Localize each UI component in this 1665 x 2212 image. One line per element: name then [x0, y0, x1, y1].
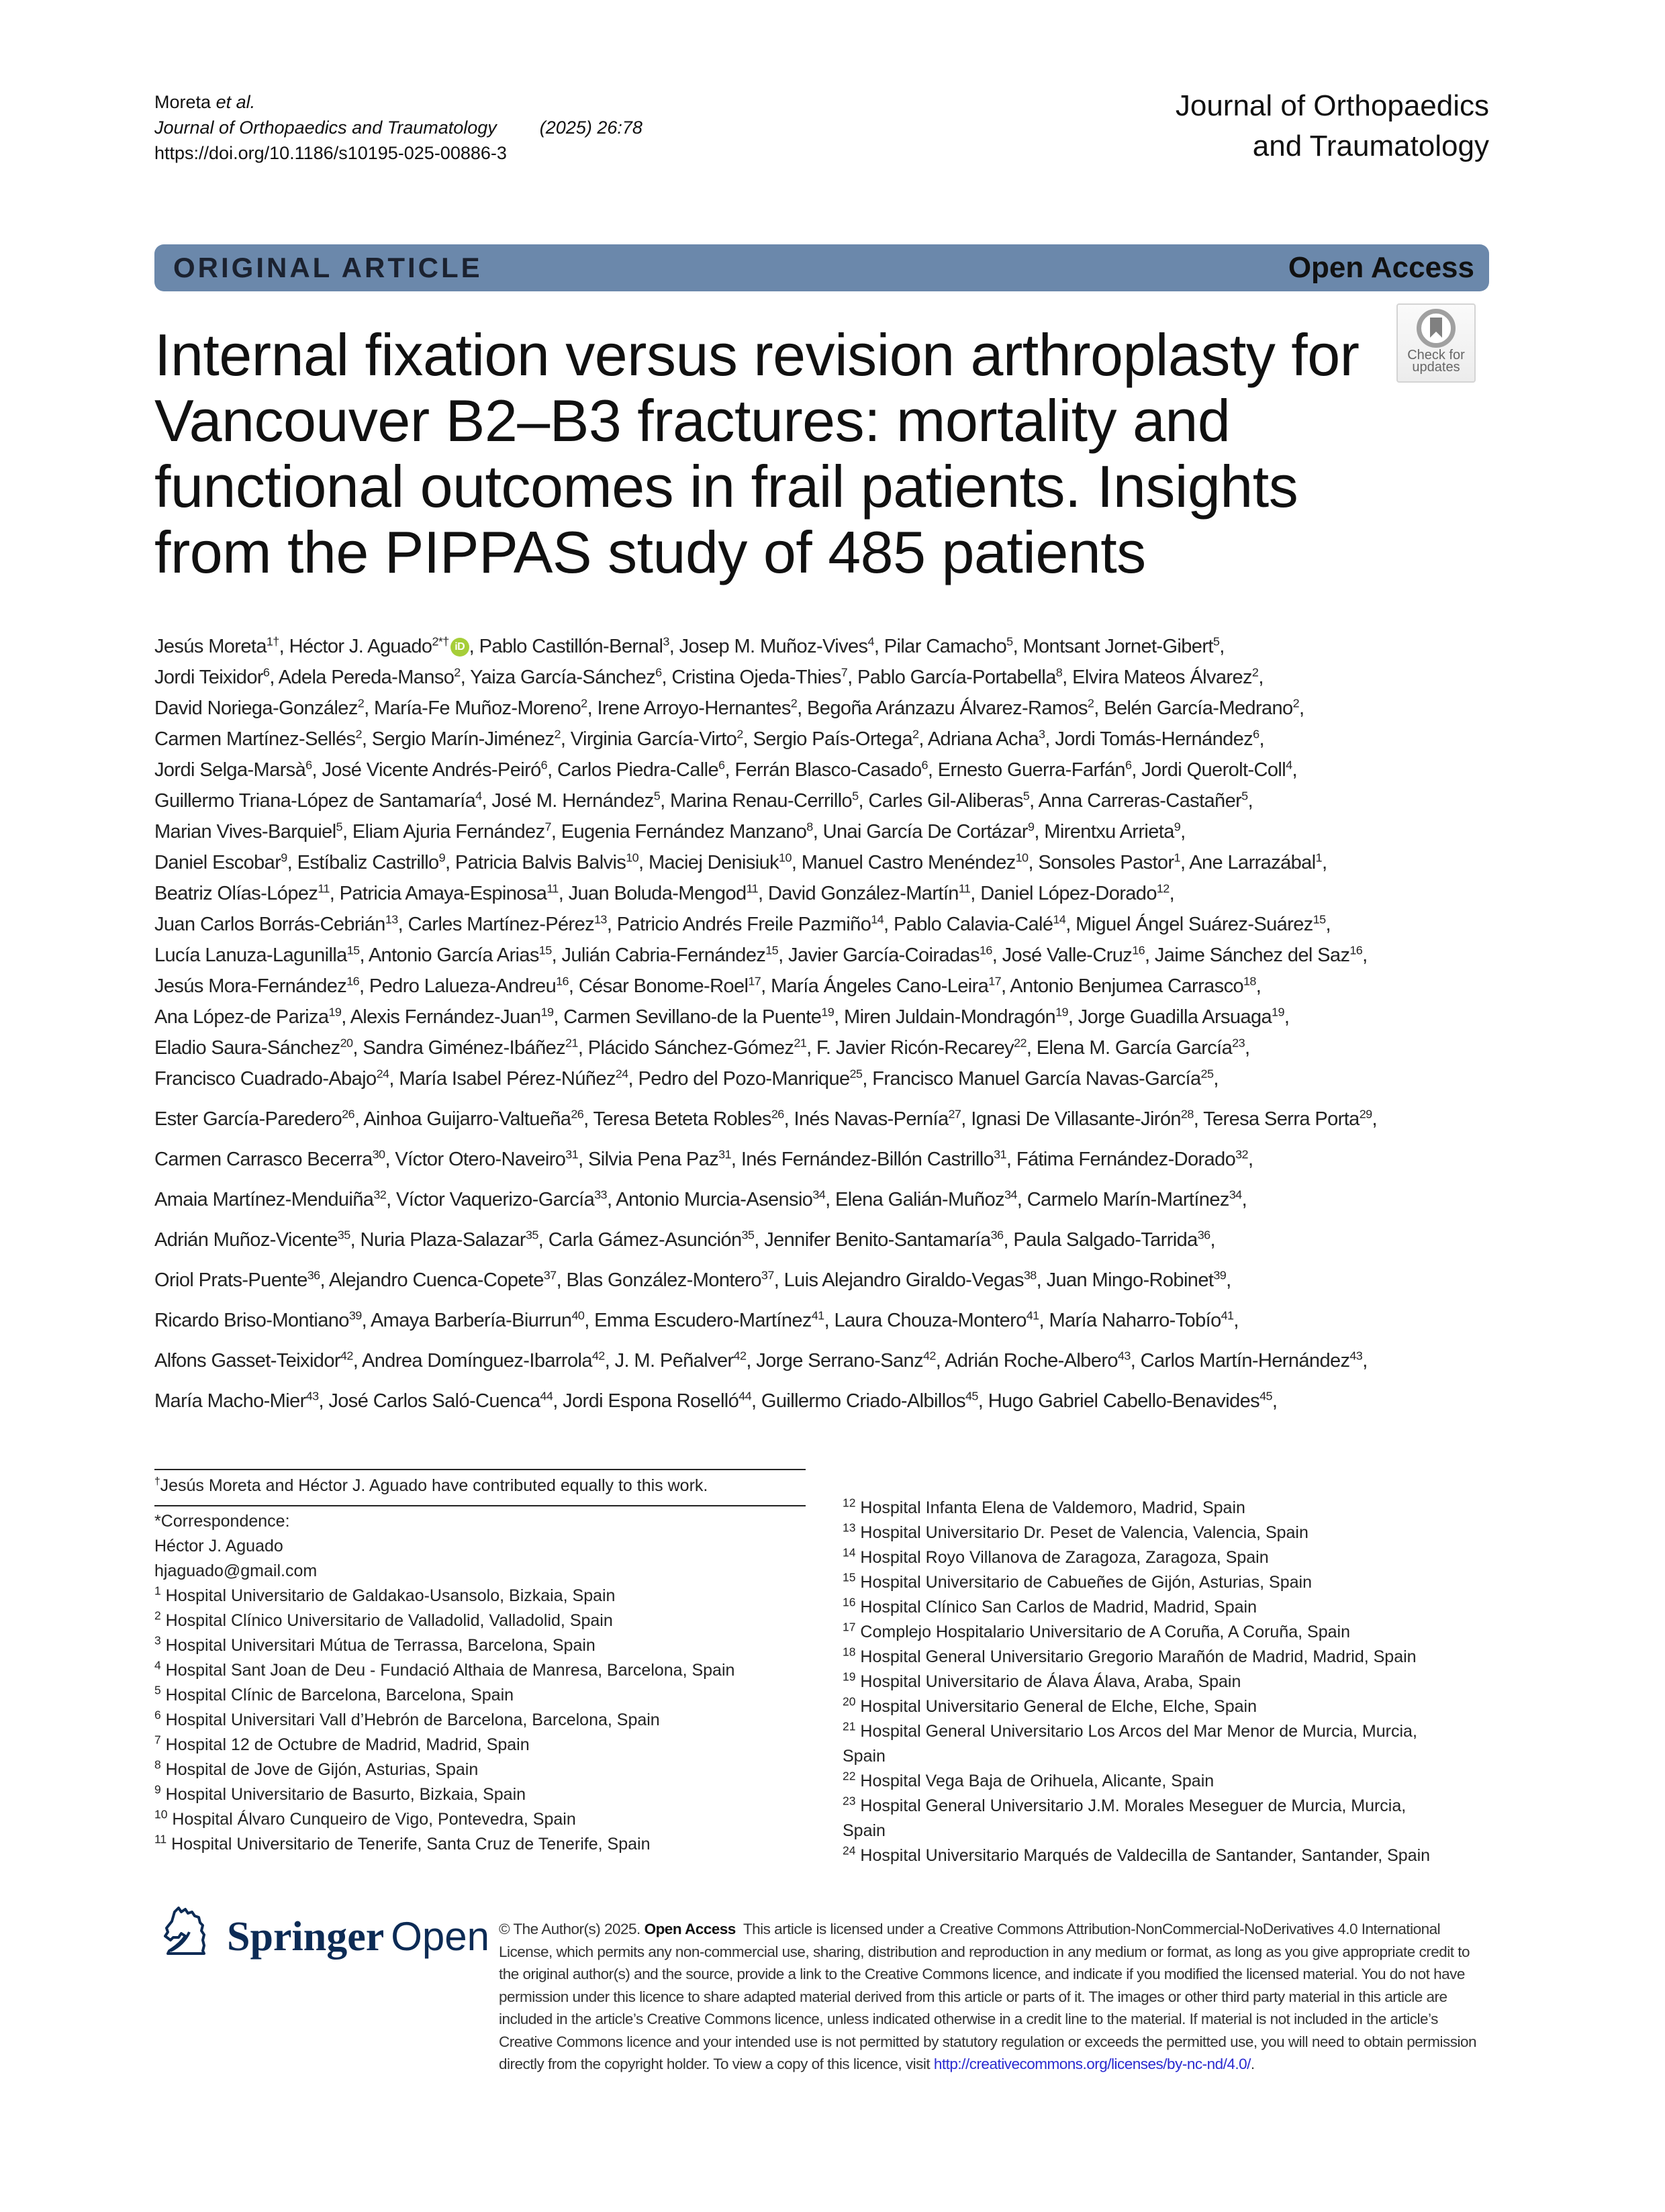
author-line: Jesús Mora-Fernández$^{16}$, Pedro Lalueza-Andreu$^{16}$, César Bonome-Roel$^{17}$, María Ángeles Cano-Leira$^{17}$, Antonio Benjumea Carrasco$^{18}$,	[154, 974, 1262, 997]
affiliation-item: $^2$ Hospital Clínico Universitario de Valladolid, Valladolid, Spain	[154, 1608, 613, 1630]
author-line: Guillermo Triana-López de Santamaría$^4$, José M. Hernández$^5$, Marina Renau-Cerrillo$^5$, Carles Gil-Aliberas$^5$, Anna Carreras-Castañer$^5$,	[154, 789, 1253, 812]
article-title: Internal fixation versus revision arthroplasty for Vancouver B2–B3 fractures: mortality and functional outcomes in frail patients. Insights from the PIPPAS study of 485 patients	[154, 322, 1360, 585]
crossmark-icon	[1417, 309, 1456, 348]
author-line: Daniel Escobar$^9$, Estíbaliz Castrillo$^9$, Patricia Balvis Balvis$^{10}$, Maciej Denisiuk$^{10}$, Manuel Castro Menéndez$^{10}$, Sonsoles Pastor$^1$, Ane Larrazábal$^1$,	[154, 851, 1327, 873]
author-line: Beatriz Olías-López$^{11}$, Patricia Amaya-Espinosa$^{11}$, Juan Boluda-Mengod$^{11}$, David González-Martín$^{11}$, Daniel López-Dorado$^{12}$,	[154, 881, 1175, 904]
running-author: Moreta et al.	[154, 92, 256, 112]
affiliation-item: $^{10}$ Hospital Álvaro Cunqueiro de Vigo, Pontevedra, Spain	[154, 1807, 576, 1829]
running-head	[154, 89, 643, 166]
author-line: Juan Carlos Borrás-Cebrián$^{13}$, Carles Martínez-Pérez$^{13}$, Patricio Andrés Freile Pazmiño$^{14}$, Pablo Calavia-Calé$^{14}$, Miguel Ángel Suárez-Suárez$^{15}$,	[154, 912, 1331, 935]
affiliation-item: $^{23}$ Hospital General Universitario J.M. Morales Meseguer de Murcia, Murcia, Spain	[843, 1794, 1407, 1840]
affiliation-item: $^{24}$ Hospital Universitario Marqués de Valdecilla de Santander, Santander, Spain	[843, 1843, 1431, 1865]
springer-open-logo	[161, 1907, 489, 1958]
affiliation-item: $^1$ Hospital Universitario de Galdakao-Usansolo, Bizkaia, Spain	[154, 1584, 616, 1605]
author-line: Ester García-Paredero$^{26}$, Ainhoa Guijarro-Valtueña$^{26}$, Teresa Beteta Robles$^{26}$, Inés Navas-Pernía$^{27}$, Ignasi De Villasante-Jirón$^{28}$, Teresa Serra Porta$^{29}$,	[154, 1107, 1377, 1130]
correspondence-email[interactable]: hjaguado@gmail.com	[154, 1561, 318, 1580]
license-text: © The Author(s) 2025. Open Access This article is licensed under a Creative Commons Attribution-NonCommercial-NoDerivatives 4.0 International License, which permits any non-commercial use, sharing, distribution and reproduction in any medium or format, as long as you give appropriate credit to the original author(s) and the source, provide a link to the Creative Commons licence, and indicate if you modified the licensed material. You do not have permission under this licence to share adapted material derived from this article or parts of it. The images or other third party material in this article are included in the article’s Creative Commons licence, unless indicated otherwise in a credit line to the material. If material is not included in the article’s Creative Commons licence and your intended use is not permitted by statutory regulation or exceeds the permitted use, you will need to obtain permission directly from the copyright holder. To view a copy of this licence, visit http://creativecommons.org/licenses/by-nc-nd/4.0/.	[499, 1921, 1477, 2072]
affiliation-item: $^6$ Hospital Universitari Vall d’Hebrón de Barcelona, Barcelona, Spain	[154, 1708, 660, 1729]
affiliation-item: $^3$ Hospital Universitari Mútua de Terrassa, Barcelona, Spain	[154, 1633, 596, 1655]
author-list	[154, 631, 1490, 1416]
author-line: Marian Vives-Barquiel$^5$, Eliam Ajuria Fernández$^7$, Eugenia Fernández Manzano$^8$, Unai García De Cortázar$^9$, Mirentxu Arrieta$^9$,	[154, 820, 1186, 843]
check-for-updates-button[interactable]	[1396, 303, 1476, 383]
footnotes-left	[154, 1469, 806, 1857]
affiliation-item: $^7$ Hospital 12 de Octubre de Madrid, Madrid, Spain	[154, 1733, 530, 1754]
affiliations-right	[843, 1469, 1447, 1868]
affiliations-left	[154, 1584, 806, 1857]
affiliation-item: $^8$ Hospital de Jove de Gijón, Asturias, Spain	[154, 1758, 479, 1779]
author-line: David Noriega-González$^2$, María-Fe Muñoz-Moreno$^2$, Irene Arroyo-Hernantes$^2$, Begoña Aránzazu Álvarez-Ramos$^2$, Belén García-Medrano$^2$,	[154, 696, 1304, 719]
affiliation-item: $^{18}$ Hospital General Universitario Gregorio Marañón de Madrid, Madrid, Spain	[843, 1645, 1417, 1666]
crossmark-label: Check for updates	[1407, 348, 1465, 375]
license-link[interactable]: http://creativecommons.org/licenses/by-nc-nd/4.0/	[933, 2056, 1251, 2072]
article-type-banner	[154, 244, 1489, 291]
author-line: Ana López-de Pariza$^{19}$, Alexis Fernández-Juan$^{19}$, Carmen Sevillano-de la Puente$^{19}$, Miren Juldain-Mondragón$^{19}$, Jorge Guadilla Arsuaga$^{19}$,	[154, 1005, 1290, 1028]
affiliation-item: $^{11}$ Hospital Universitario de Tenerife, Santa Cruz de Tenerife, Spain	[154, 1832, 651, 1854]
article-type-label: ORIGINAL ARTICLE	[173, 252, 483, 283]
correspondence-block	[154, 1506, 806, 1857]
affiliation-item: $^9$ Hospital Universitario de Basurto, Bizkaia, Spain	[154, 1782, 526, 1804]
affiliation-item: $^{13}$ Hospital Universitario Dr. Peset de Valencia, Valencia, Spain	[843, 1521, 1309, 1542]
author-line: Ricardo Briso-Montiano$^{39}$, Amaya Barbería-Biurrun$^{40}$, Emma Escudero-Martínez$^{41}$, Laura Chouza-Montero$^{41}$, María Naharro-Tobío$^{41}$,	[154, 1308, 1239, 1331]
author-line: Carmen Martínez-Sellés$^2$, Sergio Marín-Jiménez$^2$, Virginia García-Virto$^2$, Sergio País-Ortega$^2$, Adriana Acha$^3$, Jordi Tomás-Hernández$^6$,	[154, 727, 1264, 750]
publisher-name: Springer Open	[227, 1914, 490, 1960]
correspondence-name: Héctor J. Aguado	[154, 1537, 283, 1555]
author-line: Adrián Muñoz-Vicente$^{35}$, Nuria Plaza-Salazar$^{35}$, Carla Gámez-Asunción$^{35}$, Jennifer Benito-Santamaría$^{36}$, Paula Salgado-Tarrida$^{36}$,	[154, 1228, 1215, 1251]
author-line: Jesús Moreta$^{1\dagger}$, Héctor J. Aguado$^{2*\dagger}$ iD , Pablo Castillón-Bernal$^3$, Josep M. Muñoz-Vives$^4$, Pilar Camacho$^5$, Montsant Jornet-Gibert$^5$,	[154, 634, 1225, 657]
affiliation-item: $^{17}$ Complejo Hospitalario Universitario de A Coruña, A Coruña, Spain	[843, 1620, 1350, 1641]
author-line: Jordi Teixidor$^6$, Adela Pereda-Manso$^2$, Yaiza García-Sánchez$^6$, Cristina Ojeda-Thies$^7$, Pablo García-Portabella$^8$, Elvira Mateos Álvarez$^2$,	[154, 665, 1264, 688]
affiliation-item: $^{20}$ Hospital Universitario General de Elche, Elche, Spain	[843, 1694, 1257, 1716]
affiliation-item: $^{16}$ Hospital Clínico San Carlos de Madrid, Madrid, Spain	[843, 1595, 1257, 1617]
affiliation-item: $^{22}$ Hospital Vega Baja de Orihuela, Alicante, Spain	[843, 1769, 1215, 1790]
author-line: Amaia Martínez-Menduiña$^{32}$, Víctor Vaquerizo-García$^{33}$, Antonio Murcia-Asensio$^{34}$, Elena Galián-Muñoz$^{34}$, Carmelo Marín-Martínez$^{34}$,	[154, 1188, 1247, 1210]
author-line: Francisco Cuadrado-Abajo$^{24}$, María Isabel Pérez-Núñez$^{24}$, Pedro del Pozo-Manrique$^{25}$, Francisco Manuel García Navas-García$^{25}$,	[154, 1067, 1219, 1090]
author-line: Jordi Selga-Marsà$^6$, José Vicente Andrés-Peiró$^6$, Carlos Piedra-Calle$^6$, Ferrán Blasco-Casado$^6$, Ernesto Guerra-Farfán$^6$, Jordi Querolt-Coll$^4$,	[154, 758, 1297, 781]
affiliation-item: $^{21}$ Hospital General Universitario Los Arcos del Mar Menor de Murcia, Murcia, Spain	[843, 1719, 1417, 1766]
affiliation-item: $^5$ Hospital Clínic de Barcelona, Barcelona, Spain	[154, 1683, 514, 1704]
orcid-icon[interactable]: iD	[450, 638, 469, 657]
affiliation-item: $^{14}$ Hospital Royo Villanova de Zaragoza, Zaragoza, Spain	[843, 1545, 1269, 1567]
journal-citation: Journal of Orthopaedics and Traumatology (2025) 26:78	[154, 117, 643, 138]
correspondence-label: *Correspondence:	[154, 1512, 290, 1531]
open-access-label: Open Access	[1288, 251, 1474, 284]
author-line: Eladio Saura-Sánchez$^{20}$, Sandra Giménez-Ibáñez$^{21}$, Plácido Sánchez-Gómez$^{21}$, F. Javier Ricón-Recarey$^{22}$, Elena M. García García$^{23}$,	[154, 1036, 1250, 1059]
author-line: Oriol Prats-Puente$^{36}$, Alejandro Cuenca-Copete$^{37}$, Blas González-Montero$^{37}$, Luis Alejandro Giraldo-Vegas$^{38}$, Juan Mingo-Robinet$^{39}$,	[154, 1268, 1231, 1291]
affiliation-item: $^4$ Hospital Sant Joan de Deu - Fundació Althaia de Manresa, Barcelona, Spain	[154, 1658, 735, 1680]
author-line: Lucía Lanuza-Lagunilla$^{15}$, Antonio García Arias$^{15}$, Julián Cabria-Fernández$^{15}$, Javier García-Coiradas$^{16}$, José Valle-Cruz$^{16}$, Jaime Sánchez del Saz$^{16}$,	[154, 943, 1368, 966]
springer-horse-icon	[161, 1907, 209, 1958]
journal-name: Journal of Orthopaedics and Traumatology	[1175, 89, 1489, 162]
doi-link[interactable]: https://doi.org/10.1186/s10195-025-00886-3	[154, 143, 507, 163]
author-line: Alfons Gasset-Teixidor$^{42}$, Andrea Domínguez-Ibarrola$^{42}$, J. M. Peñalver$^{42}$, Jorge Serrano-Sanz$^{42}$, Adrián Roche-Albero$^{43}$, Carlos Martín-Hernández$^{43}$,	[154, 1349, 1368, 1372]
author-line: Carmen Carrasco Becerra$^{30}$, Víctor Otero-Naveiro$^{31}$, Silvia Pena Paz$^{31}$, Inés Fernández-Billón Castrillo$^{31}$, Fátima Fernández-Dorado$^{32}$,	[154, 1147, 1253, 1170]
author-line: María Macho-Mier$^{43}$, José Carlos Saló-Cuenca$^{44}$, Jordi Espona Roselló$^{44}$, Guillermo Criado-Albillos$^{45}$, Hugo Gabriel Cabello-Benavides$^{45}$,	[154, 1389, 1278, 1412]
affiliation-item: $^{12}$ Hospital Infanta Elena de Valdemoro, Madrid, Spain	[843, 1496, 1245, 1517]
affiliation-item: $^{19}$ Hospital Universitario de Álava Álava, Araba, Spain	[843, 1670, 1241, 1691]
equal-contribution-note: †Jesús Moreta and Héctor J. Aguado have contributed equally to this work.	[154, 1476, 708, 1495]
affiliation-item: $^{15}$ Hospital Universitario de Cabueñes de Gijón, Asturias, Spain	[843, 1570, 1312, 1592]
